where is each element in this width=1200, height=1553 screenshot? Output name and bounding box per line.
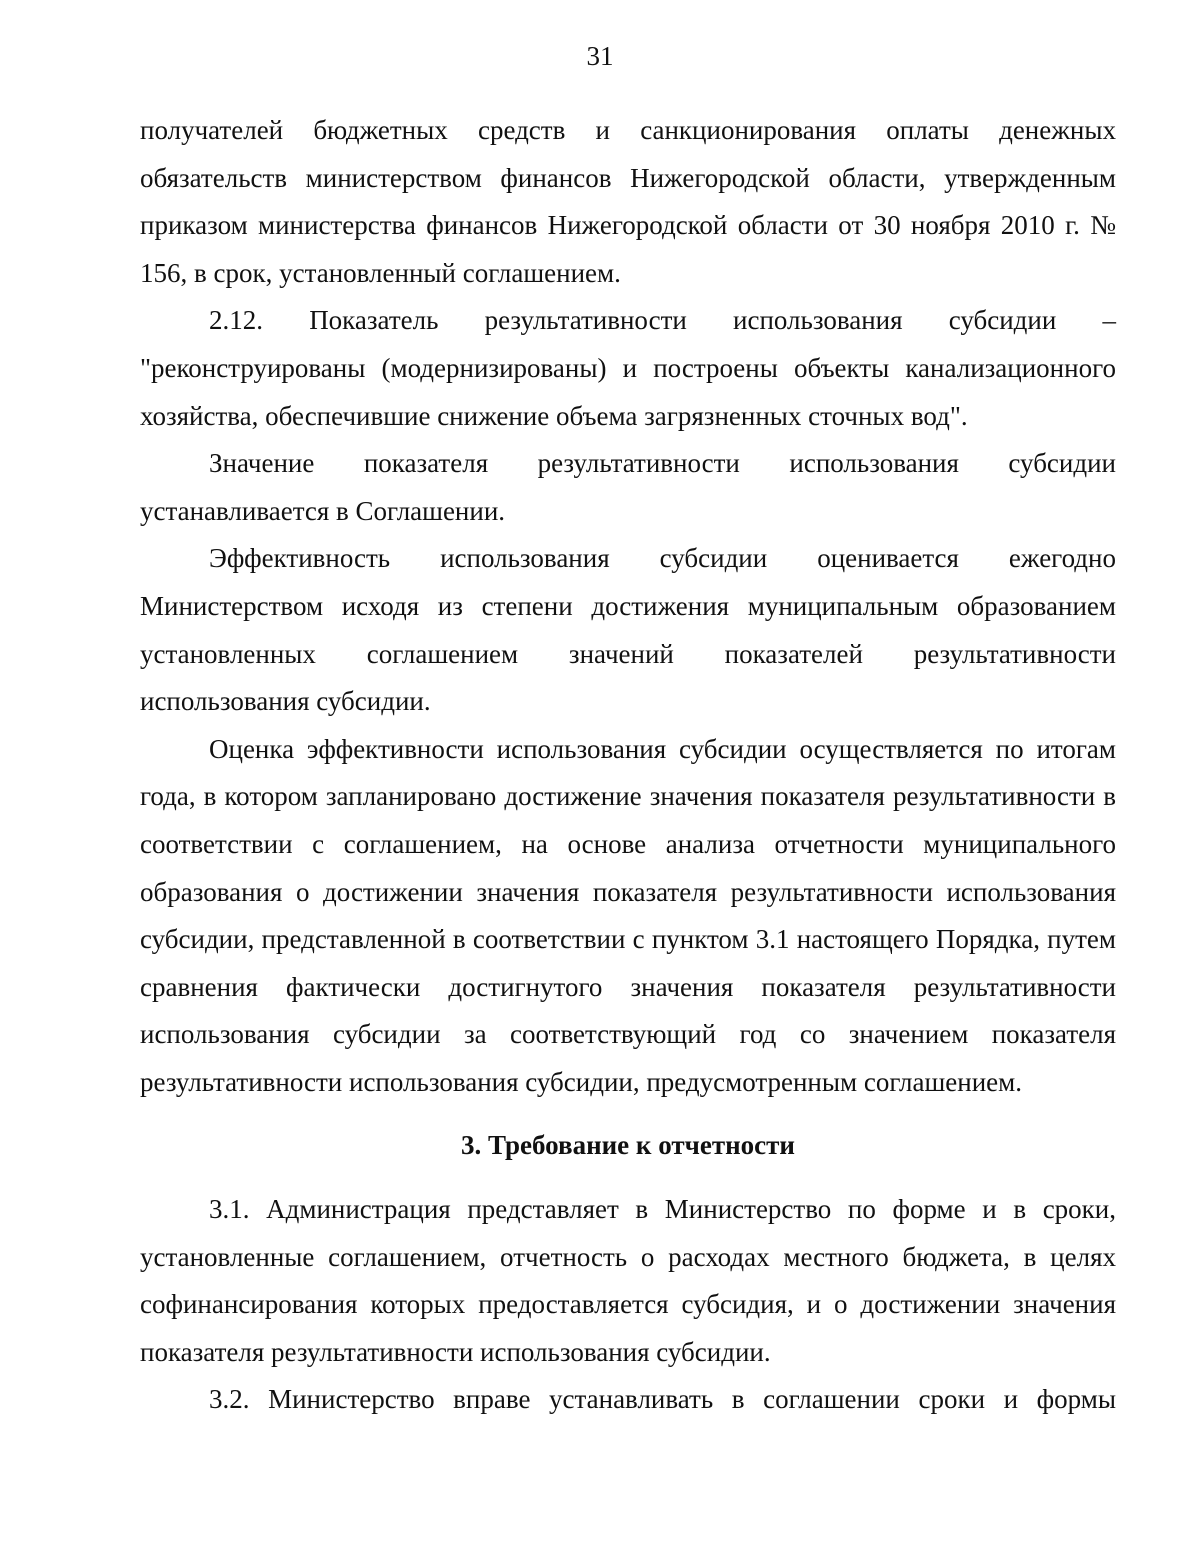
section-heading: 3. Требование к отчетности: [461, 1130, 795, 1161]
paragraph-continuation: получателей бюджетных средств и санкционирования оплаты денежных обязательств министерством финансов Нижегородской области, утвержденным приказом министерства финансов Нижегородской области от 30 ноября 2010 г. № 156, в срок, установленный соглашением.: [140, 115, 1116, 288]
paragraph-3-2: 3.2. Министерство вправе устанавливать в соглашении сроки и формы: [209, 1384, 1116, 1415]
paragraph-2-12: 2.12. Показатель результативности использования субсидии – "реконструированы (модернизированы) и построены объекты канализационного хозяйства, обеспечившие снижение объема загрязненных сточных вод".: [140, 305, 1116, 431]
paragraph-efficiency: Эффективность использования субсидии оценивается ежегодно Министерством исходя из степени достижения муниципальным образованием установленных соглашением значений показателей результативности использования субсидии.: [140, 543, 1116, 717]
paragraph-indicator-value: Значение показателя результативности использования субсидии устанавливается в Соглашении.: [140, 448, 1116, 526]
paragraph-3-1: 3.1. Администрация представляет в Министерство по форме и в сроки, установленные соглашением, отчетность о расходах местного бюджета, в целях софинансирования которых предоставляется субсидия, и о достижении значения показателя результативности использования субсидии.: [140, 1194, 1116, 1367]
document-body: [140, 107, 1116, 1424]
paragraph-efficiency-evaluation: Оценка эффективности использования субсидии осуществляется по итогам года, в котором запланировано достижение значения показателя результативности в соответствии с соглашением, на основе анализа отчетности муниципального образования о достижении значения показателя результативности использования субсидии, представленной в соответствии с пунктом 3.1 настоящего Порядка, путем сравнения фактически достигнутого значения показателя результативности использования субсидии за соответствующий год со значением показателя результативности использования субсидии, предусмотренным соглашением.: [140, 733, 1116, 1097]
page-number: 31: [586, 41, 614, 71]
